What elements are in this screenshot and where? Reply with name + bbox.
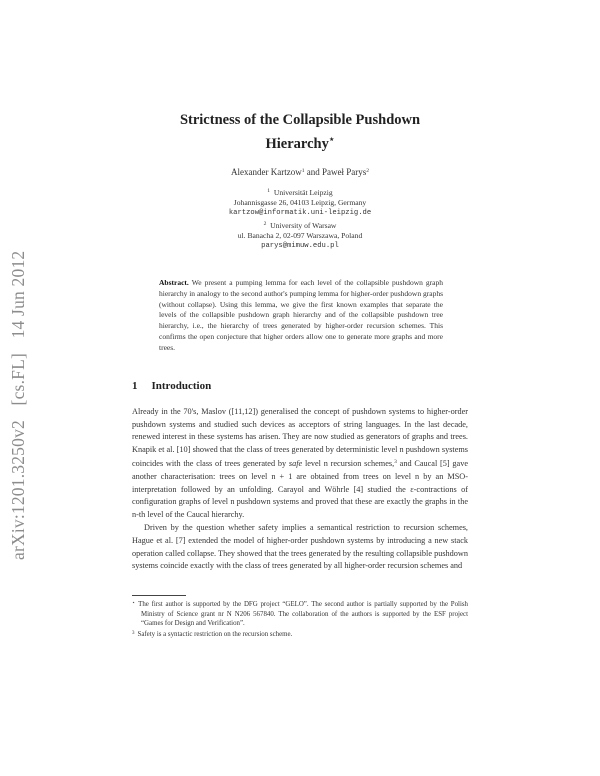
paragraph-2: Driven by the question whether safety implies a semantical restriction to recursion schemes, Hague et al. [7] extended the model of higher-order pushdown systems by introducing a new stack operation called collapse. They showed that the trees generated by the resulting collapsible pushdown systems coincide exactly with the class of trees generated by all higher-order recursion schemes and xyxy=(132,523,468,571)
footnote-3-text: Safety is a syntactic restriction on the recursion scheme. xyxy=(137,630,293,638)
author-joiner: and xyxy=(304,167,322,177)
affiliation-2 xyxy=(130,219,470,252)
footnote-divider xyxy=(132,595,186,596)
affiliation-2-address: ul. Banacha 2, 02-097 Warszawa, Poland xyxy=(237,230,363,240)
author-1-mark: 1 xyxy=(301,168,305,174)
footnote-3-mark: 3 xyxy=(132,630,135,636)
paper-title xyxy=(130,111,470,154)
paragraph-1-part-c: and Caucal [5] gave another characterisation: trees on level n + 1 are obtained from trees on level n by an MSO-interpretation followed by an unfolding. Carayol and Wöhrle [4] studied the ε-contractions of configuration graphs of level n pushdown systems and proved that these are exactly the graphs in the n-th level of the Caucal hierarchy. xyxy=(132,459,468,519)
title-line-2-text: Hierarchy xyxy=(265,135,329,152)
author-1: Alexander Kartzow xyxy=(231,167,302,177)
title-line-2 xyxy=(130,130,470,154)
footnote-ref-3[interactable]: 3 xyxy=(394,459,397,466)
footnote-star-text: The first author is supported by the DFG project “GELO”. The second author is partially supported by the Polish Ministry of Science grant nr N N206 567840. The collaboration of the authors is supported by the ESF project “Games for Design and Verification”. xyxy=(138,601,468,628)
affiliation-2-mark: 2 xyxy=(263,220,267,227)
affiliation-1-institution: Universität Leipzig xyxy=(273,188,333,197)
paragraph-1-part-a: Already in the 70's, Maslov ([11,12]) generalised the concept of pushdown systems to higher-order pushdown systems and studied such devices as acceptors of string languages. In the last decade, renewed interest in these systems has arisen. They are now studied as generators of graphs and trees. Knapik et al. [10] showed that the class of trees generated by deterministic level n pushdown systems coincides with the class of trees generated by xyxy=(132,407,468,469)
author-2-mark: 2 xyxy=(366,168,369,174)
affiliations xyxy=(130,186,470,251)
footnotes xyxy=(132,599,468,639)
affiliation-2-institution: University of Warsaw xyxy=(270,220,337,230)
abstract xyxy=(159,278,443,354)
body-text xyxy=(132,406,468,574)
author-2: Paweł Parys xyxy=(321,167,367,177)
footnote-star-mark: ⋆ xyxy=(132,601,136,606)
paragraph-1-emphasis: safe xyxy=(288,459,303,469)
affiliation-1-mark: 1 xyxy=(267,188,271,194)
arxiv-date: 14 Jun 2012 xyxy=(8,250,28,339)
arxiv-category: [cs.FL] xyxy=(8,353,28,406)
affiliation-1 xyxy=(130,186,470,219)
title-line-1: Strictness of the Collapsible Pushdown xyxy=(179,112,421,128)
arxiv-stamp xyxy=(8,241,29,560)
section-number: 1 xyxy=(132,380,138,392)
paragraph-1 xyxy=(132,406,468,521)
abstract-label: Abstract. xyxy=(159,278,189,287)
paragraph-1-part-b: level n recursion schemes, xyxy=(302,459,395,469)
arxiv-id: arXiv:1201.3250v2 xyxy=(8,420,28,560)
title-footnote-mark: ⋆ xyxy=(328,134,335,144)
affiliation-1-email[interactable]: kartzow@informatik.uni-leipzig.de xyxy=(228,209,372,218)
affiliation-1-address: Johannisgasse 26, 04103 Leipzig, Germany xyxy=(233,198,367,208)
footnote-star xyxy=(132,599,468,629)
abstract-text: We present a pumping lemma for each level of the collapsible pushdown graph hierarchy in analogy to the second author's pumping lemma for higher-order pushdown graphs (without collapse). Using this lemma, we give the first known examples that separate the levels of the collapsible pushdown graph hierarchy and of the collapsible pushdown tree hierarchy, i.e., the hierarchy of trees generated by higher-order recursion schemes. This confirms the open conjecture that higher orders allow one to generate more graphs and more trees. xyxy=(159,278,443,352)
section-title: Introduction xyxy=(151,380,212,392)
section-heading xyxy=(132,380,211,392)
author-list xyxy=(130,167,470,177)
footnote-3 xyxy=(132,629,468,640)
affiliation-2-email[interactable]: parys@mimuw.edu.pl xyxy=(261,242,339,251)
